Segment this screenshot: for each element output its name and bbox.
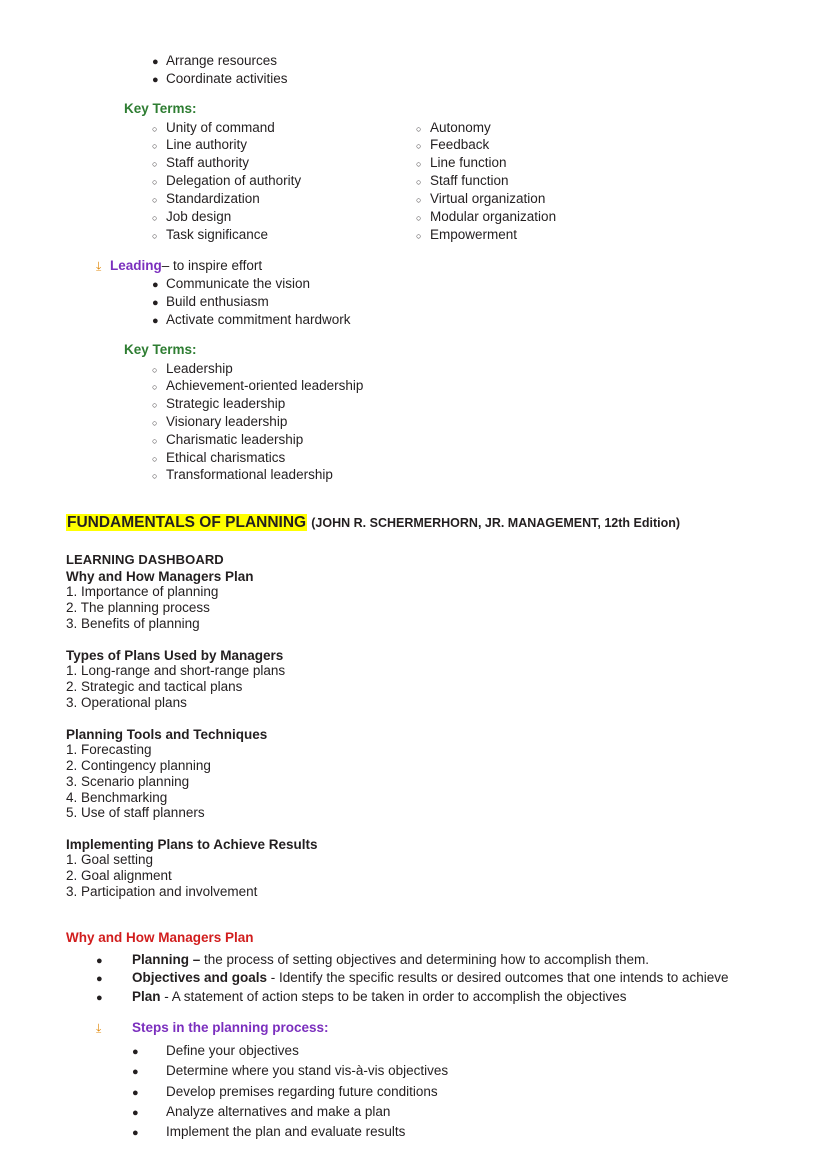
- section-heading: Why and How Managers Plan: [66, 569, 254, 585]
- numbered-item: 1. Forecasting: [66, 741, 152, 757]
- circle-bullet-icon: ○: [152, 364, 158, 375]
- circle-bullet-icon: ○: [416, 123, 422, 134]
- numbered-item: 3. Benefits of planning: [66, 616, 200, 632]
- page-title-source: (JOHN R. SCHERMERHORN, JR. MANAGEMENT, 12th Edition): [311, 516, 681, 531]
- list-item: [416, 119, 746, 137]
- list-item: [152, 449, 766, 467]
- numbered-item: 3. Scenario planning: [66, 773, 190, 789]
- definition-item: [96, 951, 766, 969]
- key-terms-columns: [66, 119, 766, 244]
- numbered-item: 5. Use of staff planners: [66, 805, 205, 821]
- circle-bullet-icon: ○: [152, 400, 158, 411]
- list-item: [416, 226, 746, 244]
- list-item: [132, 1122, 766, 1142]
- list-item-label: Visionary leadership: [166, 414, 288, 429]
- list-item: [152, 395, 766, 413]
- definition-term: Planning –: [132, 952, 205, 968]
- list-item: [416, 190, 746, 208]
- key-terms-left-column: [66, 119, 416, 244]
- list-item-label: Unity of command: [166, 119, 275, 135]
- circle-bullet-icon: ○: [416, 177, 422, 188]
- numbered-item: 2. Contingency planning: [66, 757, 211, 773]
- circle-bullet-icon: ○: [152, 230, 158, 241]
- circle-bullet-icon: ○: [152, 418, 158, 428]
- list-item: [152, 275, 766, 293]
- list-item: [152, 172, 416, 190]
- list-item: [132, 1082, 766, 1102]
- list-item: [152, 360, 766, 378]
- list-item-label: Build enthusiasm: [166, 293, 269, 309]
- list-item: [152, 154, 416, 172]
- list-item: [152, 70, 766, 88]
- list-item: [152, 136, 416, 154]
- list-item-label: Autonomy: [430, 119, 491, 135]
- circle-bullet-icon: ○: [152, 141, 158, 152]
- list-item-label: Job design: [166, 208, 232, 224]
- numbered-item: 2. Strategic and tactical plans: [66, 678, 243, 694]
- section-heading: Implementing Plans to Achieve Results: [66, 837, 318, 853]
- definition-text: - Identify the specific results or desired outcomes that one intends to achieve: [270, 970, 729, 986]
- key-terms-right-column: [416, 119, 746, 244]
- circle-bullet-icon: ○: [152, 212, 158, 223]
- list-item-label: Staff authority: [166, 155, 250, 171]
- list-item-label: Feedback: [430, 137, 490, 153]
- list-item-label: Task significance: [166, 226, 269, 242]
- list-item: [416, 208, 746, 226]
- list-item-label: Implement the plan and evaluate results: [166, 1124, 406, 1140]
- list-item: [152, 413, 766, 431]
- leading-heading-row: [96, 257, 766, 275]
- list-item: [152, 119, 416, 137]
- list-item: [152, 293, 766, 311]
- circle-bullet-icon: ○: [152, 453, 158, 464]
- list-item-label: Line function: [430, 155, 507, 171]
- page-title: [66, 514, 766, 532]
- list-item-label: Activate commitment hardwork: [166, 311, 351, 327]
- numbered-item: 2. Goal alignment: [66, 868, 172, 884]
- list-item-label: Achievement-oriented leadership: [166, 378, 364, 394]
- list-item: [132, 1102, 766, 1122]
- list-item-label: Communicate the vision: [166, 276, 311, 292]
- circle-bullet-icon: ○: [416, 194, 422, 205]
- list-item: [416, 172, 746, 190]
- key-terms-heading: Key Terms:: [124, 100, 197, 116]
- numbered-item: 3. Participation and involvement: [66, 884, 258, 900]
- list-item: [152, 431, 766, 449]
- disc-bullet-icon: ●: [152, 56, 159, 68]
- why-how-heading: Why and How Managers Plan: [66, 930, 254, 946]
- learning-dashboard-label: LEARNING DASHBOARD: [66, 552, 224, 568]
- disc-bullet-icon: ●: [132, 1106, 139, 1119]
- disc-bullet-icon: ●: [152, 73, 159, 86]
- numbered-item: 1. Importance of planning: [66, 584, 219, 600]
- leading-heading-suffix: – to inspire effort: [161, 258, 263, 274]
- list-item: [152, 311, 766, 329]
- disc-bullet-icon: ●: [152, 314, 159, 327]
- down-arrow-icon: ⤓: [96, 1020, 102, 1035]
- list-item-label: Line authority: [166, 137, 248, 153]
- list-item-label: Arrange resources: [166, 53, 278, 68]
- circle-bullet-icon: ○: [152, 177, 158, 188]
- numbered-item: 2. The planning process: [66, 600, 210, 616]
- numbered-item: 1. Long-range and short-range plans: [66, 663, 286, 679]
- numbered-item: 4. Benchmarking: [66, 789, 168, 805]
- list-item-label: Empowerment: [430, 226, 518, 242]
- disc-bullet-icon: ●: [96, 991, 103, 1004]
- definition-text: the process of setting objectives and determining how to accomplish them.: [204, 952, 650, 968]
- list-item: [152, 377, 766, 395]
- list-item: [152, 466, 766, 484]
- definition-text: - A statement of action steps to be taken in order to accomplish the objectives: [164, 988, 627, 1004]
- disc-bullet-icon: ●: [96, 973, 103, 986]
- list-item: [132, 1041, 766, 1061]
- list-item: [132, 1061, 766, 1081]
- down-arrow-icon: ⤓: [96, 259, 102, 274]
- list-item: [416, 136, 746, 154]
- list-item-label: Strategic leadership: [166, 396, 286, 412]
- list-item-label: Coordinate activities: [166, 70, 288, 86]
- circle-bullet-icon: ○: [416, 230, 422, 241]
- list-item-label: Determine where you stand vis-à-vis objectives: [166, 1063, 449, 1079]
- definition-term: Objectives and goals: [132, 970, 271, 986]
- circle-bullet-icon: ○: [152, 159, 158, 170]
- list-item-label: Staff function: [430, 173, 509, 189]
- circle-bullet-icon: ○: [416, 141, 422, 152]
- list-item: [152, 208, 416, 226]
- numbered-item: 1. Goal setting: [66, 852, 154, 868]
- list-item: [152, 52, 766, 70]
- leading-heading: Leading: [110, 258, 162, 274]
- disc-bullet-icon: ●: [152, 279, 159, 292]
- steps-heading-row: [96, 1020, 766, 1035]
- list-item-label: Analyze alternatives and make a plan: [166, 1103, 391, 1119]
- list-item-label: Ethical charismatics: [166, 449, 286, 465]
- list-item-label: Charismatic leadership: [166, 431, 304, 447]
- numbered-item: 3. Operational plans: [66, 694, 187, 710]
- circle-bullet-icon: ○: [152, 471, 158, 482]
- disc-bullet-icon: ●: [132, 1046, 139, 1059]
- definition-term: Plan: [132, 988, 165, 1004]
- disc-bullet-icon: ●: [132, 1066, 139, 1079]
- disc-bullet-icon: ●: [132, 1127, 139, 1140]
- disc-bullet-icon: ●: [132, 1086, 139, 1099]
- page-title-highlight: FUNDAMENTALS OF PLANNING: [67, 514, 307, 532]
- section-heading: Types of Plans Used by Managers: [66, 648, 284, 664]
- list-item-label: Virtual organization: [430, 190, 546, 206]
- circle-bullet-icon: ○: [152, 435, 158, 446]
- list-item-label: Standardization: [166, 190, 260, 206]
- circle-bullet-icon: ○: [152, 194, 158, 205]
- list-item-label: Leadership: [166, 360, 233, 376]
- disc-bullet-icon: ●: [96, 955, 103, 968]
- list-item: [152, 226, 416, 244]
- steps-heading: Steps in the planning process:: [132, 1019, 329, 1035]
- key-terms-heading: Key Terms:: [124, 341, 197, 357]
- definition-item: [96, 988, 766, 1006]
- list-item: [416, 154, 746, 172]
- circle-bullet-icon: ○: [152, 382, 158, 393]
- circle-bullet-icon: ○: [152, 123, 158, 134]
- list-item-label: Develop premises regarding future conditions: [166, 1083, 438, 1099]
- disc-bullet-icon: ●: [152, 296, 159, 309]
- definition-item: [96, 969, 766, 987]
- list-item-label: Delegation of authority: [166, 173, 302, 189]
- list-item-label: Transformational leadership: [166, 467, 333, 483]
- section-heading: Planning Tools and Techniques: [66, 726, 268, 742]
- document-content: [66, 52, 766, 1142]
- circle-bullet-icon: ○: [416, 159, 422, 170]
- list-item: [152, 190, 416, 208]
- list-item-label: Modular organization: [430, 208, 557, 224]
- list-item-label: Define your objectives: [166, 1043, 299, 1059]
- circle-bullet-icon: ○: [416, 212, 422, 223]
